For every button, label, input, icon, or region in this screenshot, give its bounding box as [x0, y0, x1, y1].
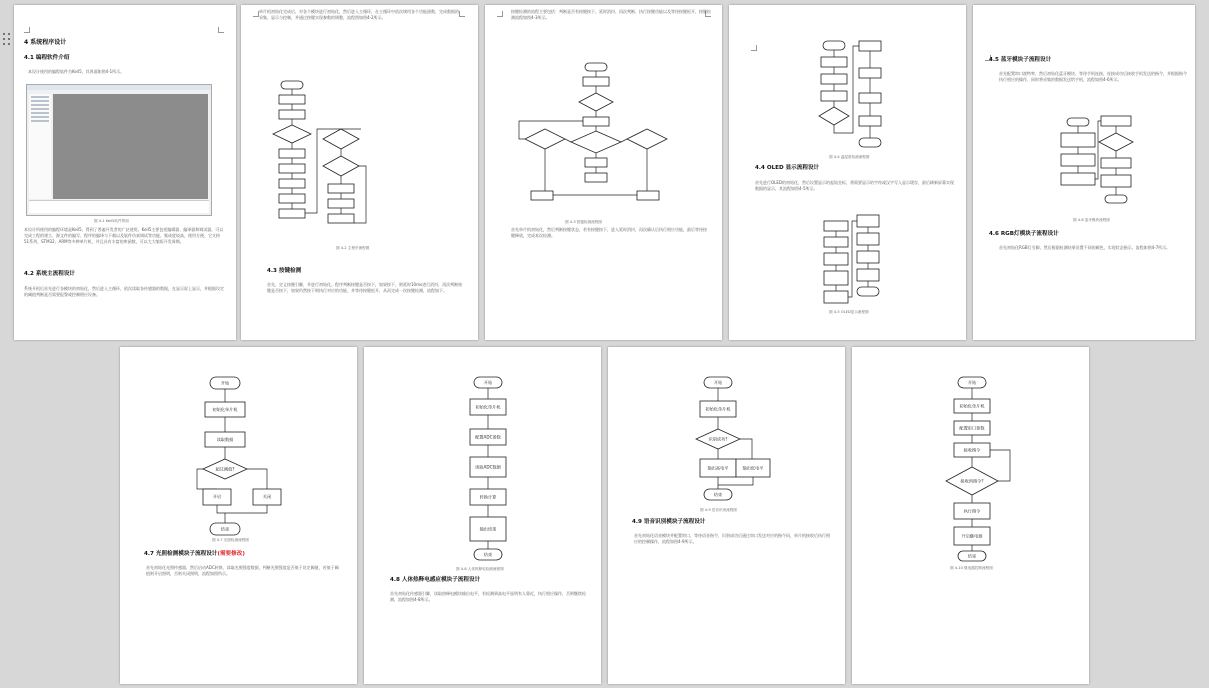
keil-screenshot-image	[26, 84, 212, 216]
svg-text:输出低电平: 输出低电平	[742, 465, 764, 471]
paragraph: 本设计所使用的编程环境是Keil5，得到了普遍开发者的广泛使用。Keil5主要包括编辑器、编译器和调试器，可以完成工程的建立、源文件的编写、程序的编译与下载以及软件仿真调试等功能，集成度较高，使用方便。它支持51系列、STM32、ARM等多种单片机，并且具有丰富的库函数，可以大大缩短开发周期。	[24, 227, 224, 245]
section-heading: 4.5 蓝牙模块子流程设计	[989, 57, 1052, 63]
svg-text:配置串口参数: 配置串口参数	[959, 425, 985, 431]
svg-text:读取ADC数据: 读取ADC数据	[475, 464, 501, 470]
flow-step	[279, 194, 305, 203]
flow-step	[279, 95, 305, 104]
figure-caption: 图 4-3 按键检测流程图	[565, 220, 602, 224]
bluetooth-flowchart	[1057, 113, 1137, 213]
paragraph: 单片机初始化完成后，对各个模块进行初始化，然后进入主循环，在主循环中依次调用各个功能函数，完成数据的采集、显示与控制，并通过按键实现参数的调整，流程图如图4-2所示。	[259, 9, 459, 21]
svg-text:开始: 开始	[713, 380, 723, 385]
pir-flowchart	[464, 377, 524, 562]
svg-text:关闭: 关闭	[262, 494, 272, 499]
svg-text:执行指令: 执行指令	[963, 508, 981, 514]
svg-text:结束: 结束	[967, 553, 977, 559]
svg-text:结束: 结束	[713, 492, 723, 497]
svg-text:结束: 结束	[483, 552, 493, 557]
flow-decision	[273, 125, 311, 143]
temperature-flowchart	[819, 41, 889, 151]
svg-text:接收指令: 接收指令	[963, 447, 981, 453]
section-heading: 4 系统程序设计	[24, 39, 67, 46]
section-heading: 4.6 RGB灯模块子流程设计	[989, 231, 1059, 237]
svg-text:识别成功?: 识别成功?	[708, 436, 728, 442]
paragraph: 首先配置串口波特率，然后初始化蓝牙模块，等待手机连接，连接成功后接收手机发送的指令，并根据指令执行相应的操作，同时将采集的数据发送给手机，流程如图4-6所示。	[999, 71, 1187, 83]
section-heading-text: 4.7 光照检测模块子流程设计	[144, 551, 218, 557]
flow-step	[328, 214, 354, 223]
svg-text:开启继电器: 开启继电器	[961, 533, 983, 539]
flow-step	[279, 149, 305, 158]
document-page-9	[852, 347, 1089, 684]
section-heading: 4.4 OLED 显示流程设计	[755, 165, 820, 171]
section-heading: 4.2 系统主流程设计	[24, 271, 76, 277]
flow-step	[279, 164, 305, 173]
svg-text:配置ADC参数: 配置ADC参数	[475, 434, 501, 440]
section-heading	[144, 551, 245, 557]
paragraph: 本设计使用的编程软件为Keil5，其界面如图4-1所示。	[28, 69, 125, 74]
figure-caption: 图 4-6 蓝牙模块流程图	[1073, 218, 1110, 222]
crop-mark	[218, 27, 224, 33]
figure-caption: 图 4-10 继电器控制流程图	[950, 566, 993, 570]
svg-text:开始: 开始	[967, 380, 977, 385]
paragraph: 首先初始化RGB灯引脚，然后根据检测结果设置不同的颜色，实现状态指示，流程如图4-7所示。	[999, 245, 1171, 250]
paragraph: 首先单片机初始化，然后判断按键状态，若有按键按下，进入延时消抖，再次确认后执行相应功能，最后等待按键释放，完成本次检测。	[511, 227, 707, 239]
document-page-5	[973, 5, 1195, 340]
flow-step	[279, 110, 305, 119]
key-flowchart	[517, 63, 677, 213]
flow-decision	[323, 129, 359, 149]
svg-text:读取数据: 读取数据	[216, 437, 234, 442]
svg-text:接收到指令?: 接收到指令?	[960, 478, 984, 484]
crop-mark	[497, 11, 503, 17]
flow-decision	[323, 156, 359, 176]
paragraph: 首先初始化语音模块并配置串口，等待语音指令，识别成功后通过串口发送对应的指令码，单片机接收后执行相应的控制操作，流程如图4-9所示。	[634, 533, 830, 545]
svg-text:初始化单片机: 初始化单片机	[705, 406, 731, 412]
document-page-4	[729, 5, 966, 340]
flow-step	[279, 179, 305, 188]
svg-text:输出结果: 输出结果	[479, 526, 497, 532]
svg-text:初始化单片机: 初始化单片机	[475, 404, 501, 410]
figure-caption: 图 4-9 语音识别流程图	[700, 508, 737, 512]
paragraph: 首先，定义按键引脚，并进行初始化。程序判断按键是否按下，如果按下，则延时10ms进行消抖，再次判断按键是否按下，如果仍然按下则执行对应的功能，并等待按键松开，从而完成一次按键检测，流程如下。	[267, 282, 463, 294]
paragraph: 首先初始化传感器引脚，读取热释电模块输出电平，若检测到高电平说明有人靠近，执行相应操作，否则继续检测，流程如图4-8所示。	[390, 591, 586, 603]
flow-step	[328, 184, 354, 193]
oled-flowchart	[821, 215, 881, 307]
document-page-7	[364, 347, 601, 684]
figure-caption: 图 4-5 OLED显示流程图	[829, 310, 869, 314]
svg-text:开始: 开始	[220, 380, 230, 386]
paragraph: 按键检测的流程主要包括：判断是否有按键按下、延时消抖、再次判断、执行按键功能以及等待按键松开，按键检测流程如图4-3所示。	[511, 9, 711, 21]
crop-mark	[751, 45, 757, 51]
paragraph: 系统开机后首先进行各模块的初始化，然后进入主循环，依次读取各传感器的数据，在显示屏上显示，并根据设定的阈值判断是否需要报警或控制相应设备。	[24, 286, 224, 298]
paragraph: 首先初始化光照传感器，然后启动ADC转换，读取光照强度数据，判断光照强度是否低于设定阈值，若低于阈值则开启照明，否则关闭照明，流程如图所示。	[146, 565, 339, 577]
relay-flowchart	[942, 377, 1022, 562]
svg-text:开始: 开始	[483, 380, 493, 385]
document-page-1	[14, 5, 236, 340]
document-page-3	[485, 5, 722, 340]
svg-text:初始化单片机: 初始化单片机	[959, 403, 985, 409]
section-heading: 4.1 编程软件介绍	[24, 55, 70, 61]
figure-caption: 图 4-2 主程序流程图	[336, 246, 370, 250]
document-page-8	[608, 347, 845, 684]
flow-step	[328, 199, 354, 208]
svg-text:初始化单片机: 初始化单片机	[212, 407, 238, 412]
svg-text:结束: 结束	[220, 526, 230, 532]
flow-step	[279, 209, 305, 218]
main-flowchart	[271, 81, 371, 231]
figure-caption: 图 4-4 温湿度检测流程图	[829, 155, 870, 159]
figure-caption: 图 4-7 光照检测流程图	[212, 538, 249, 542]
svg-text:开启: 开启	[212, 494, 222, 499]
revision-note: (需要修改)	[217, 551, 245, 557]
light-flowchart	[195, 377, 295, 537]
voice-flowchart	[688, 377, 788, 502]
crop-mark	[459, 11, 465, 17]
document-page-2	[241, 5, 478, 340]
crop-mark	[24, 27, 30, 33]
section-heading: 4.3 按键检测	[267, 268, 302, 274]
flow-start	[281, 81, 303, 89]
paragraph: 首先进行OLED的初始化，然后设置显示的起始坐标，将需要显示的字符或汉字写入显示缓存，最后刷新屏幕实现数据的显示，其流程如图4-5所示。	[755, 180, 954, 192]
svg-text:超过阈值?: 超过阈值?	[215, 466, 235, 472]
section-heading: 4.9 语音识别模块子流程设计	[632, 519, 706, 525]
svg-text:转换计算: 转换计算	[479, 494, 497, 500]
navigation-pane-icon[interactable]	[3, 33, 13, 49]
figure-caption: 图 4-8 人体热释电检测流程图	[456, 567, 504, 571]
document-page-6	[120, 347, 357, 684]
section-heading: 4.8 人体热释电感应模块子流程设计	[390, 577, 481, 583]
svg-text:输出高电平: 输出高电平	[707, 465, 729, 471]
figure-caption: 图 4-1 Keil5软件界面	[94, 219, 129, 223]
